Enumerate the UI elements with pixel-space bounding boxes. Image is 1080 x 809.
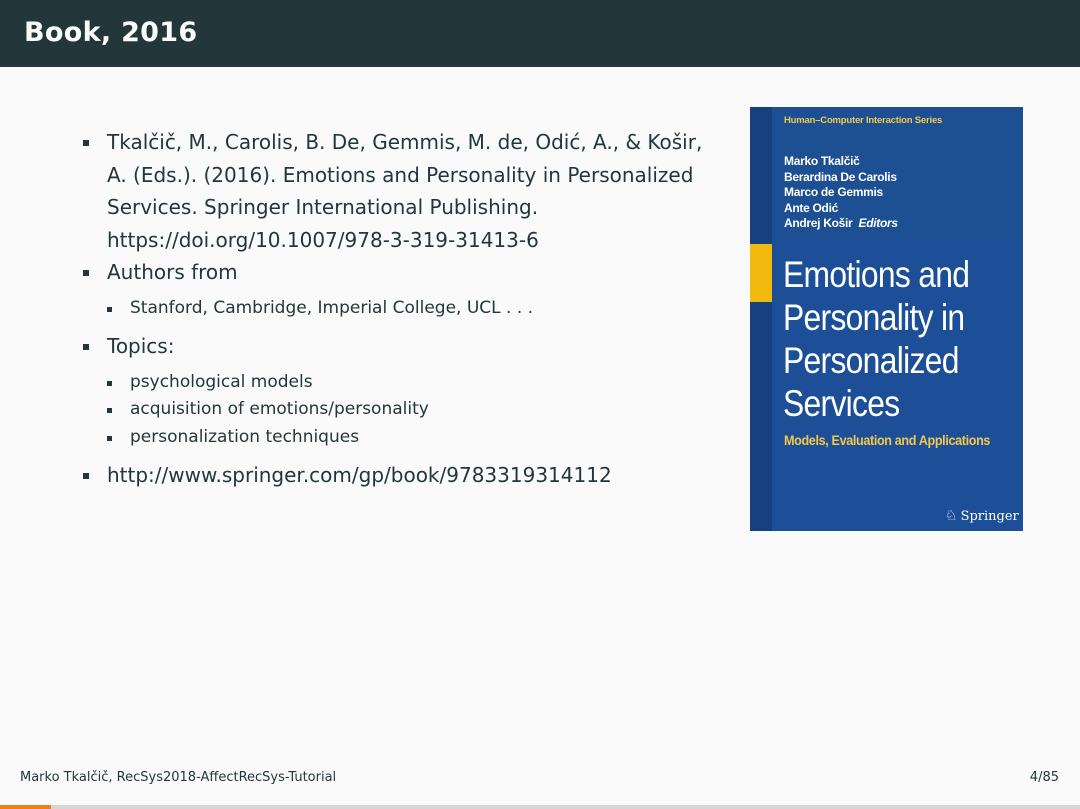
cover-editor: Ante Odić [784,200,838,215]
sub-bullet-item [107,295,720,323]
slide-footer [0,767,1080,793]
sub-bullet-marker [107,307,112,312]
cover-title-line: Personalized [783,340,959,381]
bullet-text: Topics: [107,334,175,358]
sub-bullet-text: personalization techniques [130,426,360,447]
bullet-text: http://www.springer.com/gp/book/9783319314112 [107,463,612,487]
cover-editors [784,154,898,232]
bullet-item [80,126,720,256]
sub-bullet-text: psychological models [130,371,313,392]
title-bar [0,0,1080,67]
sub-bullet-text: Stanford, Cambridge, Imperial College, UCL . . . [130,297,534,318]
bullet-item [80,459,720,492]
bullet-item [80,330,720,451]
bullet-marker [83,344,89,350]
bullet-marker [83,140,89,146]
sub-bullet-text: acquisition of emotions/personality [130,399,429,419]
page-number: 4/85 [1029,770,1059,785]
cover-editors-label: Editors [858,216,898,230]
cover-publisher [945,508,1019,524]
sub-bullet-item [107,369,720,397]
cover-editor-last [784,216,898,232]
bullet-text: Authors from [107,260,238,284]
sub-bullet-marker [107,436,112,441]
sub-bullet-item [107,396,720,424]
book-cover [750,107,1023,531]
cover-series: Human–Computer Interaction Series [784,115,943,126]
cover-editor: Andrej Košir [784,216,853,230]
cover-title-line: Personality in [783,297,965,338]
cover-editor: Berardina De Carolis [784,169,897,184]
sub-bullet-item [107,424,720,452]
cover-subtitle: Models, Evaluation and Applications [784,432,991,448]
slide-content [80,126,720,492]
footer-author: Marko Tkalčič, RecSys2018-AffectRecSys-Tutorial [20,770,337,785]
bullet-item [80,256,720,322]
cover-title-line: Services [783,383,900,424]
cover-editor: Marko Tkalčič [784,154,860,168]
cover-accent-bar [750,244,772,302]
bullet-list [80,126,720,492]
cover-side-stripe [750,107,772,531]
sub-bullet-list [107,369,720,452]
bullet-text: Tkalčič, M., Carolis, B. De, Gemmis, M. de, Odić, A., & Košir, A. (Eds.). (2016). Emotions and Personality in Personalized Services. Springer International Publishing. https://doi.org/10.1007/978-3-319-31413-6 [107,130,703,252]
cover-title [783,253,969,425]
progress-bar-fill [0,805,51,809]
sub-bullet-marker [107,408,112,413]
cover-editor: Marco de Gemmis [784,185,883,199]
slide-title: Book, 2016 [24,17,198,48]
sub-bullet-marker [107,381,112,386]
progress-bar [0,805,1080,809]
sub-bullet-list [107,295,720,323]
cover-publisher-name: Springer [960,509,1019,524]
springer-horse-icon: ♘ [945,508,958,524]
cover-title-line: Emotions and [783,254,970,295]
bullet-marker [83,270,89,276]
bullet-marker [83,473,89,479]
